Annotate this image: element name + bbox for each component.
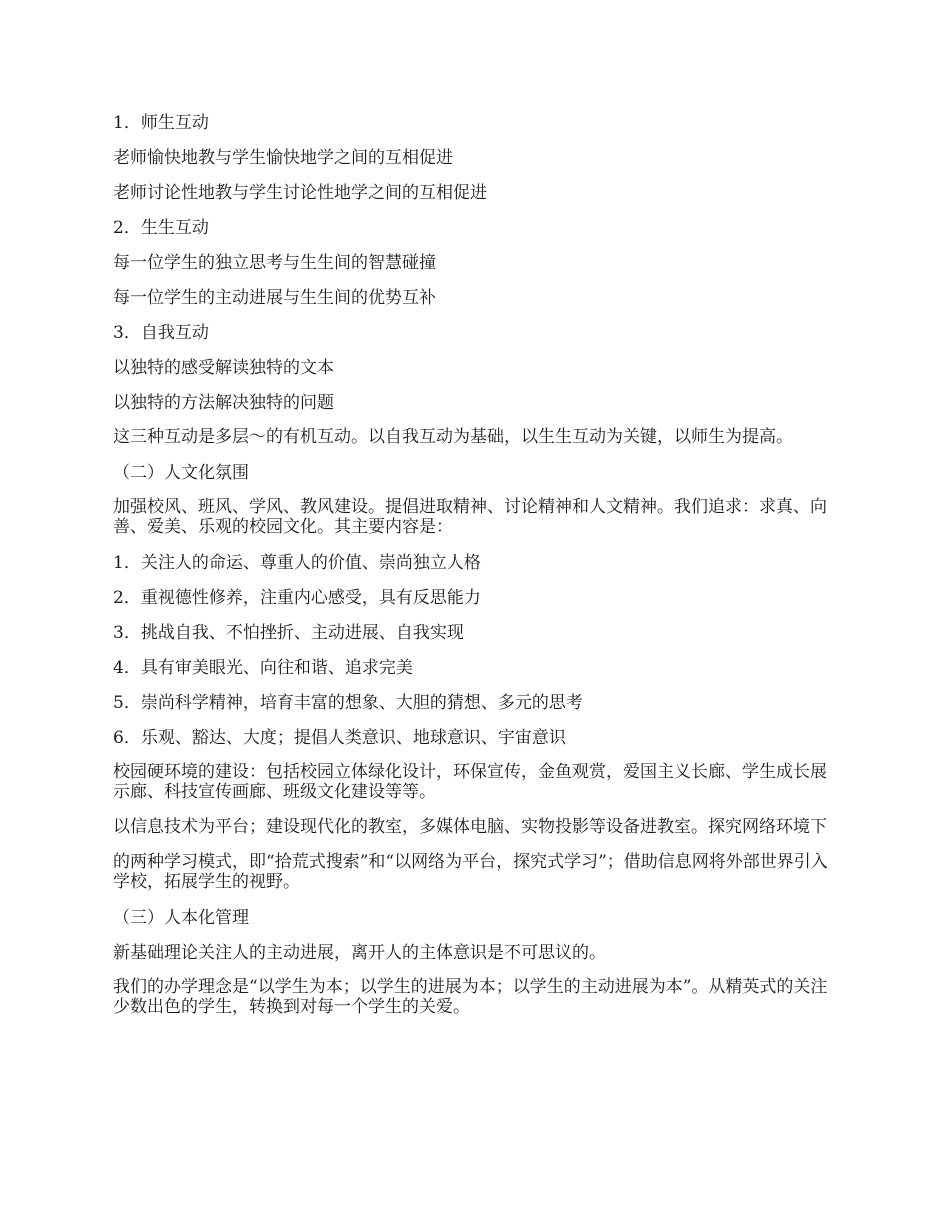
section-heading: （三）人本化管理	[113, 908, 249, 928]
paragraph: 这三种互动是多层～的有机互动。以自我互动为基础，以生生互动为关键，以师生为提高。	[113, 427, 793, 447]
list-item: 以独特的感受解读独特的文本	[113, 358, 334, 378]
list-item: 老师愉快地教与学生愉快地学之间的互相促进	[113, 148, 453, 168]
list-item: 5．崇尚科学精神，培育丰富的想象、大胆的猜想、多元的思考	[113, 693, 583, 713]
list-item: 1．关注人的命运、尊重人的价值、崇尚独立人格	[113, 553, 481, 573]
list-item: 2．生生互动	[113, 218, 209, 238]
paragraph: 校园硬环境的建设：包括校园立体绿化设计，环保宣传，金鱼观赏，爱国主义长廊、学生成长展示廊、科技宣传画廊、班级文化建设等等。	[113, 762, 827, 802]
list-item: 每一位学生的主动进展与生生间的优势互补	[113, 288, 436, 308]
document-body	[113, 112, 843, 1032]
list-item: 1．师生互动	[113, 113, 209, 133]
list-item: 3．自我互动	[113, 323, 209, 343]
list-item: 2．重视德性修养，注重内心感受，具有反思能力	[113, 588, 481, 608]
paragraph: 的两种学习模式，即“拾荒式搜索”和“以网络为平台，探究式学习”；借助信息网将外部世界引入学校，拓展学生的视野。	[113, 852, 828, 892]
paragraph: 新基础理论关注人的主动进展，离开人的主体意识是不可思议的。	[113, 943, 606, 963]
list-item: 4．具有审美眼光、向往和谐、追求完美	[113, 658, 413, 678]
paragraph: 加强校风、班风、学风、教风建设。提倡进取精神、讨论精神和人文精神。我们追求：求真、向善、爱美、乐观的校园文化。其主要内容是：	[113, 497, 827, 537]
list-item: 以独特的方法解决独特的问题	[113, 393, 334, 413]
list-item: 3．挑战自我、不怕挫折、主动进展、自我实现	[113, 623, 464, 643]
paragraph: 我们的办学理念是“以学生为本；以学生的进展为本；以学生的主动进展为本”。从精英式的关注少数出色的学生，转换到对每一个学生的关爱。	[113, 977, 828, 1017]
paragraph: 以信息技术为平台；建设现代化的教室，多媒体电脑、实物投影等设备进教室。探究网络环境下	[113, 817, 827, 837]
list-item: 6．乐观、豁达、大度；提倡人类意识、地球意识、宇宙意识	[113, 728, 566, 748]
section-heading: （二）人文化氛围	[113, 463, 249, 483]
list-item: 老师讨论性地教与学生讨论性地学之间的互相促进	[113, 183, 487, 203]
list-item: 每一位学生的独立思考与生生间的智慧碰撞	[113, 253, 436, 273]
